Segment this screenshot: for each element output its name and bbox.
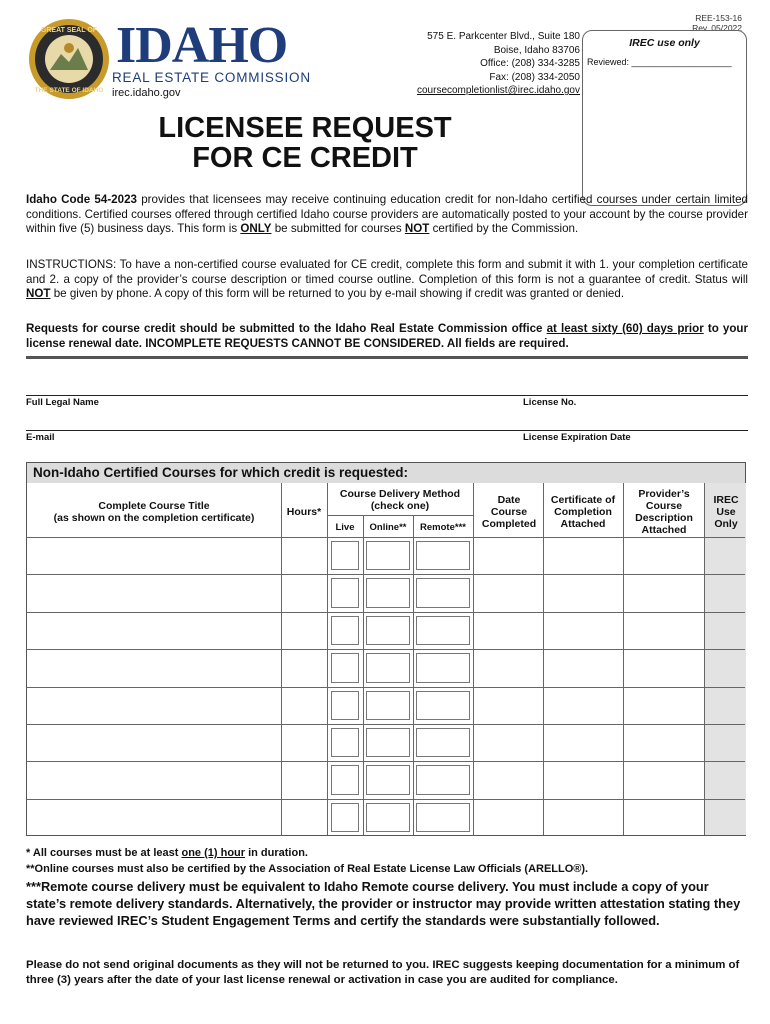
table-row[interactable] bbox=[27, 574, 745, 575]
header-text: (as shown on the completion certificate) bbox=[53, 512, 255, 524]
title-line-1: LICENSEE REQUEST bbox=[158, 112, 452, 144]
phone-line: Office: (208) 334-3285 bbox=[480, 58, 580, 69]
header-text: Course Delivery Method bbox=[339, 488, 461, 500]
full-name-label: Full Legal Name bbox=[26, 397, 99, 408]
irec-box-title: IREC use only bbox=[629, 37, 700, 49]
subheader-line bbox=[327, 515, 473, 516]
fax-line: Fax: (208) 334-2050 bbox=[489, 71, 580, 83]
header-provider: Provider’s Course Description Attached bbox=[635, 488, 693, 536]
header-delivery bbox=[327, 488, 473, 512]
commission-wordmark: REAL ESTATE COMMISSION bbox=[112, 70, 311, 85]
col-divider bbox=[281, 483, 282, 835]
note-text: * All courses must be at least bbox=[26, 847, 182, 859]
col-divider bbox=[473, 483, 474, 835]
remote-checkbox[interactable] bbox=[416, 653, 470, 682]
col-divider bbox=[363, 515, 364, 835]
live-checkbox[interactable] bbox=[331, 691, 359, 720]
title-line-2: FOR CE CREDIT bbox=[192, 142, 418, 174]
online-checkbox[interactable] bbox=[366, 765, 410, 794]
header-date: Date Course Completed bbox=[481, 494, 537, 530]
live-checkbox[interactable] bbox=[331, 541, 359, 570]
live-checkbox[interactable] bbox=[331, 616, 359, 645]
para-text: certified by the Commission. bbox=[429, 222, 579, 236]
email-label: E-mail bbox=[26, 432, 55, 443]
table-row[interactable] bbox=[27, 537, 745, 538]
submission-deadline-paragraph bbox=[26, 322, 748, 351]
courses-table bbox=[26, 462, 746, 836]
para-text: Requests for course credit should be submitted to the Idaho Real Estate Commission office bbox=[26, 322, 547, 335]
table-row[interactable] bbox=[27, 761, 745, 762]
header-hours: Hours* bbox=[286, 506, 322, 518]
not-emphasis: NOT bbox=[404, 222, 430, 236]
svg-text:THE STATE OF IDAHO: THE STATE OF IDAHO bbox=[34, 87, 104, 94]
col-divider bbox=[413, 515, 414, 835]
online-checkbox[interactable] bbox=[366, 803, 410, 832]
remote-checkbox[interactable] bbox=[416, 616, 470, 645]
form-revision: Rev. 05/2022 bbox=[692, 22, 742, 33]
page-title bbox=[120, 113, 490, 173]
header-certificate: Certificate of Completion Attached bbox=[550, 494, 616, 530]
online-checkbox[interactable] bbox=[366, 616, 410, 645]
not-emphasis: NOT bbox=[26, 287, 51, 301]
reviewed-field: Reviewed: ____________________ bbox=[587, 57, 732, 67]
website-link[interactable]: irec.idaho.gov bbox=[112, 87, 181, 99]
para-text: be given by phone. A copy of this form will be returned to you by e-mail showing if credit was granted or denied. bbox=[50, 287, 625, 301]
table-row[interactable] bbox=[27, 687, 745, 688]
contact-email-link[interactable]: coursecompletionlist@irec.idaho.gov bbox=[416, 85, 580, 96]
note-text: in duration. bbox=[245, 847, 308, 859]
remote-checkbox[interactable] bbox=[416, 541, 470, 570]
table-row[interactable] bbox=[27, 612, 745, 613]
full-name-input[interactable] bbox=[26, 395, 748, 396]
header-text: (check one) bbox=[370, 500, 430, 512]
header-irec: IREC Use Only bbox=[713, 494, 739, 530]
irec-use-only-box bbox=[582, 30, 747, 206]
para-text: provides that licensees may receive continuing education credit for non-Idaho certified courses under certain limited conditions. Certified courses offered through certified Idaho course providers are automatically posted to your account by the course provider within five (5) business days. This form is bbox=[26, 193, 748, 236]
section-divider bbox=[26, 356, 748, 359]
idaho-wordmark: IDAHO bbox=[116, 17, 288, 74]
para-text: INSTRUCTIONS: To have a non-certified course evaluated for CE credit, complete this form and submit it with 1. your completion certificate and 2. a copy of the provider’s course description or timed course outline. Completion of this form is not a guarantee of credit. Status will bbox=[26, 258, 748, 286]
irec-column-shading bbox=[704, 483, 746, 835]
contact-address bbox=[417, 30, 580, 98]
remote-checkbox[interactable] bbox=[416, 691, 470, 720]
online-checkbox[interactable] bbox=[366, 728, 410, 757]
header-online: Online** bbox=[369, 522, 407, 533]
remote-checkbox[interactable] bbox=[416, 765, 470, 794]
header-live: Live bbox=[335, 522, 355, 533]
note-duration bbox=[26, 846, 748, 861]
idaho-code-paragraph bbox=[26, 193, 748, 237]
instructions-paragraph bbox=[26, 258, 748, 302]
remote-checkbox[interactable] bbox=[416, 728, 470, 757]
live-checkbox[interactable] bbox=[331, 653, 359, 682]
address-line: 575 E. Parkcenter Blvd., Suite 180 bbox=[427, 31, 580, 42]
online-checkbox[interactable] bbox=[366, 578, 410, 607]
remote-checkbox[interactable] bbox=[416, 803, 470, 832]
note-remote: ***Remote course delivery must be equivalent to Idaho Remote course delivery. You must include a copy of your state’s remote delivery standards. Alternatively, the provider or instructor may provide written attestation stating they have reviewed IREC’s Student Engagement Terms and certify the standards were substantially followed. bbox=[26, 879, 741, 928]
col-divider bbox=[327, 483, 328, 835]
live-checkbox[interactable] bbox=[331, 765, 359, 794]
email-input[interactable] bbox=[26, 430, 748, 431]
table-row[interactable] bbox=[27, 649, 745, 650]
note-emphasis: one (1) hour bbox=[181, 847, 246, 859]
online-checkbox[interactable] bbox=[366, 541, 410, 570]
table-row[interactable] bbox=[27, 799, 745, 800]
remote-checkbox[interactable] bbox=[416, 578, 470, 607]
code-reference: Idaho Code 54-2023 bbox=[26, 193, 137, 206]
deadline-emphasis: at least sixty (60) days prior bbox=[546, 322, 704, 335]
header-course-title bbox=[27, 500, 281, 524]
license-no-label: License No. bbox=[523, 397, 577, 408]
address-line: Boise, Idaho 83706 bbox=[493, 44, 580, 56]
table-heading: Non-Idaho Certified Courses for which credit is requested: bbox=[27, 463, 745, 483]
header-remote: Remote*** bbox=[420, 522, 466, 533]
only-emphasis: ONLY bbox=[240, 222, 272, 236]
col-divider bbox=[543, 483, 544, 835]
col-divider bbox=[623, 483, 624, 835]
form-id: REE-153-16 bbox=[695, 13, 742, 23]
live-checkbox[interactable] bbox=[331, 803, 359, 832]
note-online: **Online courses must also be certified by the Association of Real Estate License Law Officials (ARELLO®). bbox=[26, 863, 589, 875]
online-checkbox[interactable] bbox=[366, 653, 410, 682]
svg-text:GREAT SEAL OF: GREAT SEAL OF bbox=[40, 27, 98, 34]
para-text: to your license renewal date. INCOMPLETE REQUESTS CANNOT BE CONSIDERED. All fields are required. bbox=[26, 322, 749, 350]
live-checkbox[interactable] bbox=[331, 578, 359, 607]
great-seal-logo bbox=[28, 18, 110, 100]
online-checkbox[interactable] bbox=[366, 691, 410, 720]
para-text: be submitted for courses bbox=[271, 222, 405, 236]
footer-note: Please do not send original documents as they will not be returned to you. IREC suggests keeping documentation for a minimum of three (3) years after the date of your last license renewal or activation in case you are audited for compliance. bbox=[26, 959, 740, 986]
col-divider bbox=[704, 483, 705, 835]
table-row[interactable] bbox=[27, 724, 745, 725]
header-text: Complete Course Title bbox=[98, 500, 210, 512]
live-checkbox[interactable] bbox=[331, 728, 359, 757]
expiration-label: License Expiration Date bbox=[523, 432, 631, 443]
